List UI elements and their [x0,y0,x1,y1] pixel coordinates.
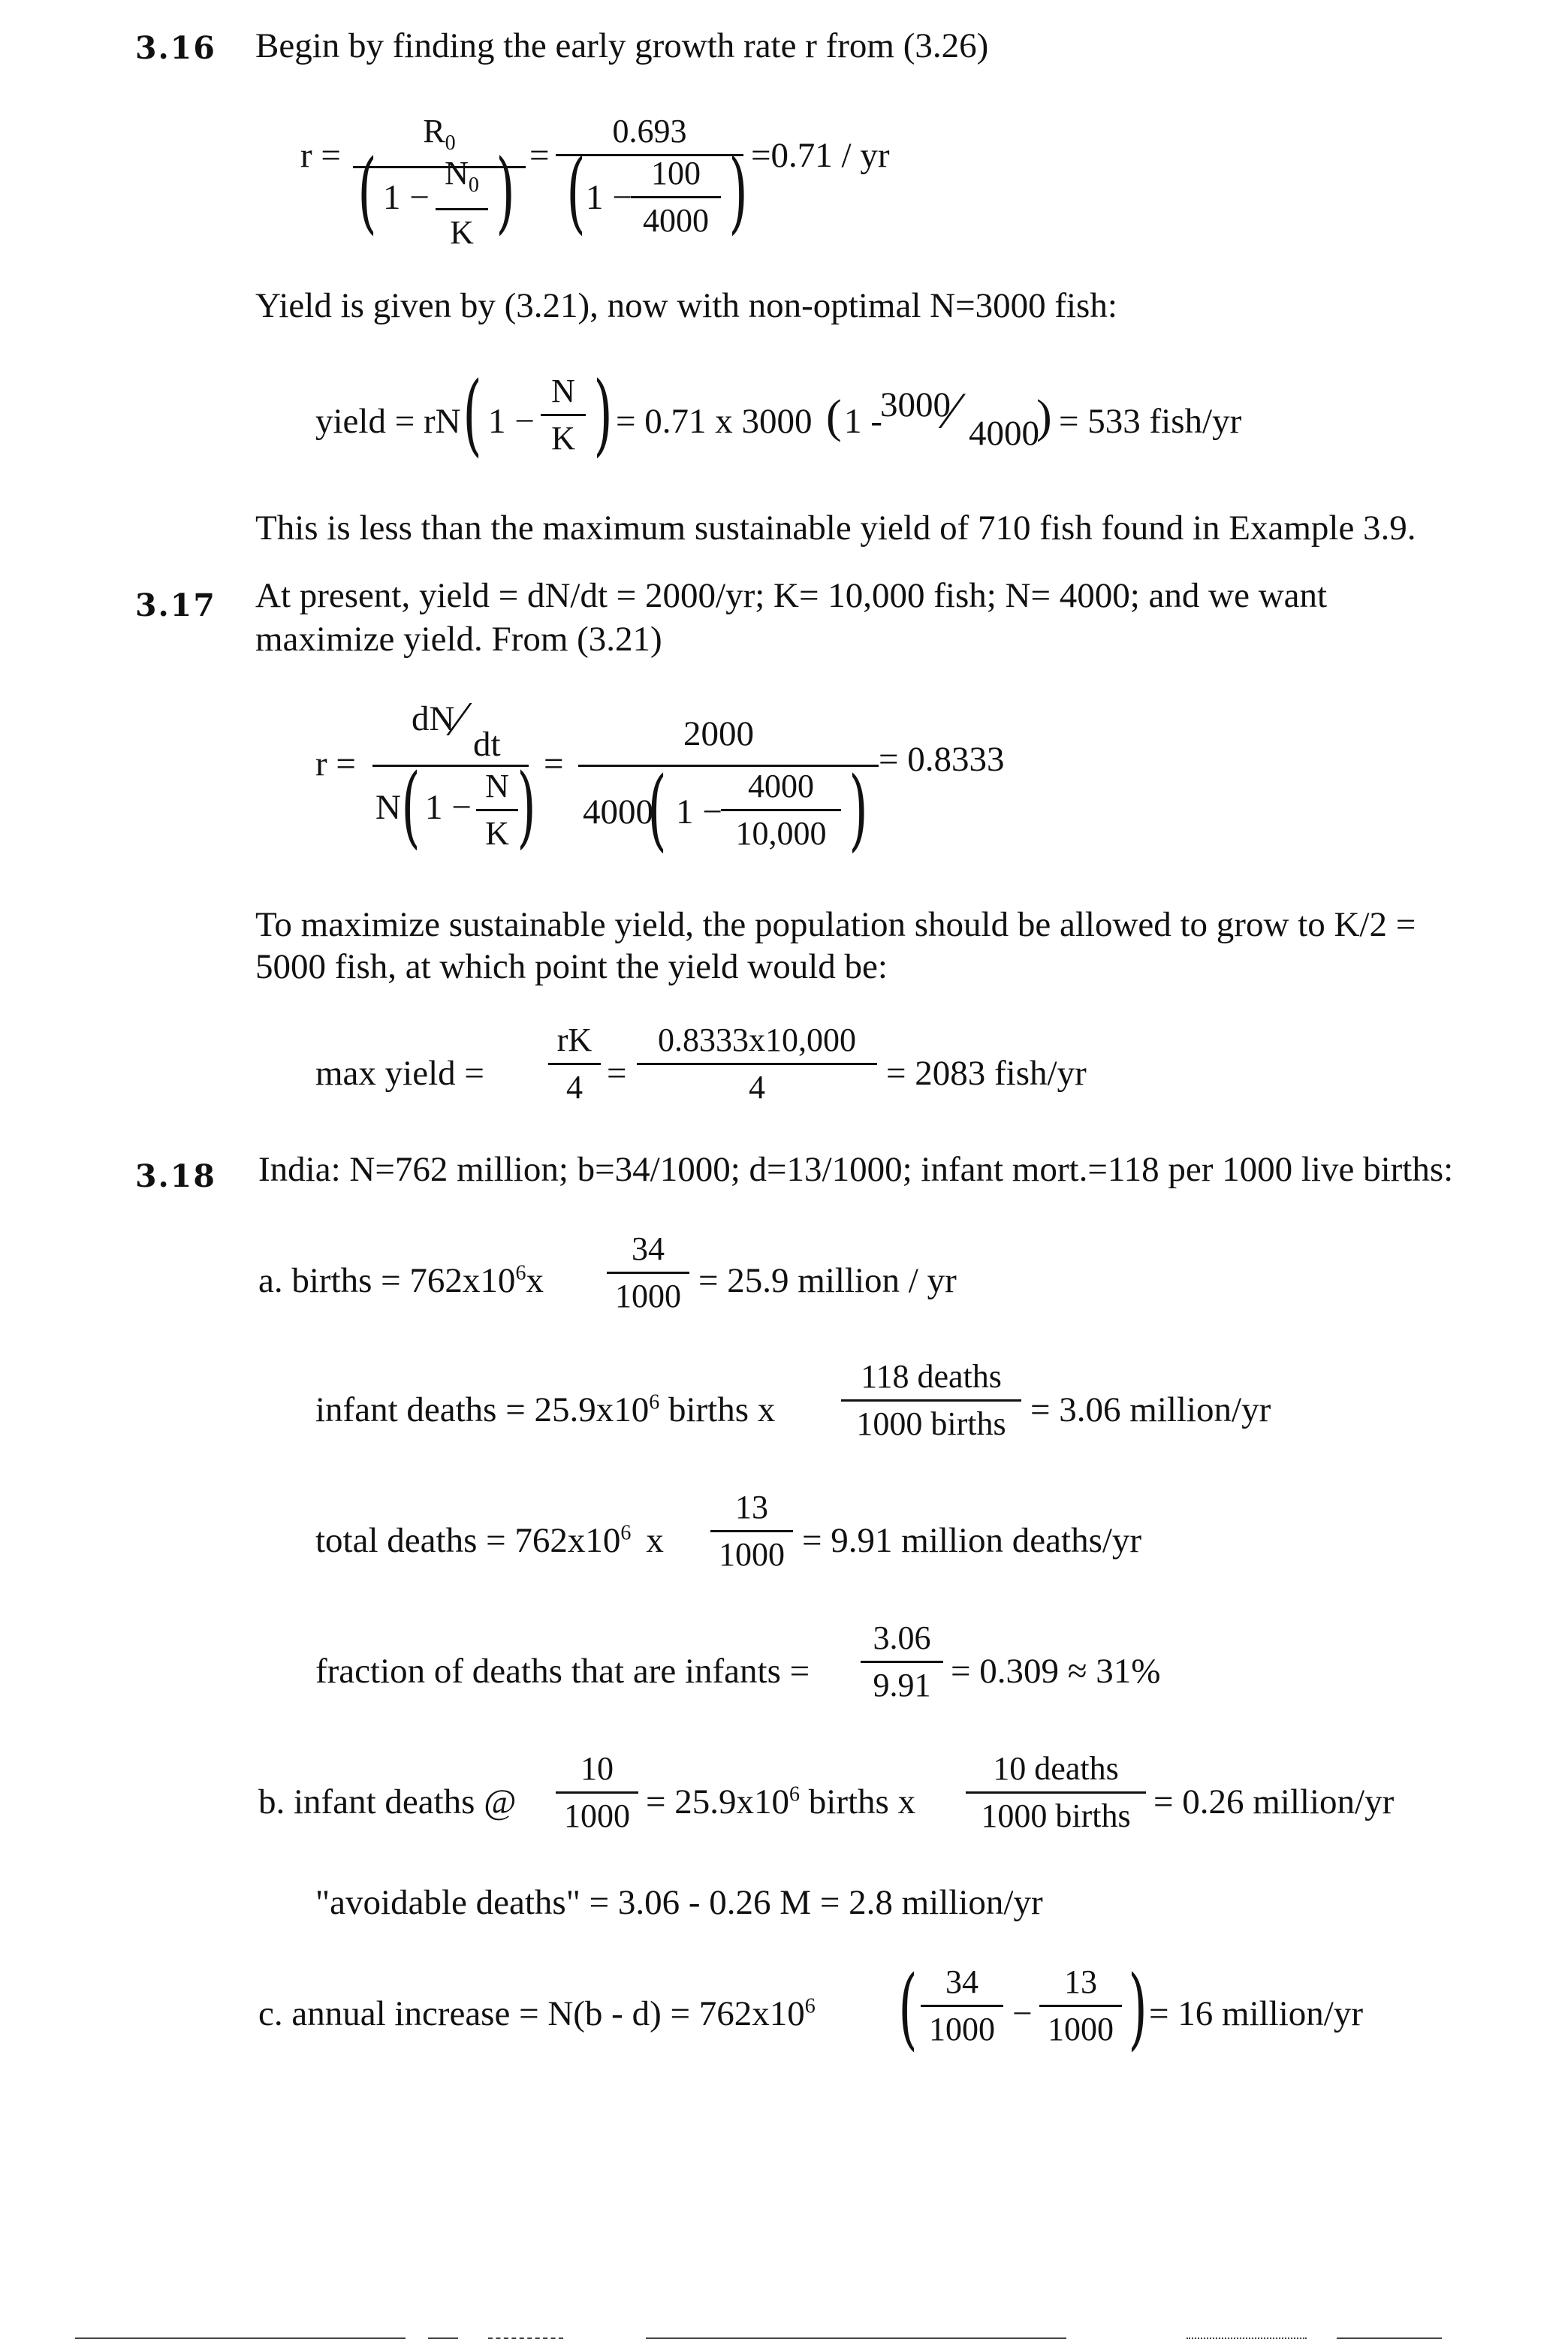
infant-prefix: infant deaths = 25.9x10 [315,1390,650,1429]
k-den: K [551,420,575,457]
fraction-n-k [541,371,586,459]
fraction-34-1000 [607,1229,689,1317]
c-exp: 6 [804,1994,816,2018]
num: 118 deaths [861,1358,1002,1395]
num: 13 [735,1489,768,1526]
maximize-text-1: To maximize sustainable yield, the population should be allowed to grow to K/2 = [255,905,1416,944]
fraction-prefix: fraction of deaths that are infants = [315,1652,810,1691]
yield-result: = 533 fish/yr [1059,402,1242,441]
den: 9.91 [873,1667,931,1704]
left-paren-2: ( [647,757,667,861]
subscript: 0 [445,131,456,155]
slash-num: 3000 [880,385,951,424]
den-4000: 4000 [643,202,709,239]
k-den: K [485,815,509,852]
infant-result: = 3.06 million/yr [1030,1390,1271,1429]
c-result: = 16 million/yr [1149,1994,1364,2033]
numerator: R [423,113,445,149]
left-paren-2: ( [566,140,586,243]
eq-result: = 0.8333 [879,740,1005,779]
left-paren: ( [463,362,482,466]
births-prefix: a. births = 762x10 [258,1261,516,1300]
left-paren-small: ( [826,391,842,442]
num-100: 100 [651,155,701,192]
right-paren-2: ) [728,140,748,243]
yield-lhs: yield = rN [315,402,461,441]
right-paren-small: ) [1036,391,1052,442]
left-paren: ( [898,1956,918,2060]
fraction-118-1000 [841,1357,1021,1444]
b-prefix: b. infant deaths @ [258,1782,517,1821]
fraction-10deaths [966,1749,1146,1836]
fraction-306-991 [861,1618,943,1706]
k-den: K [450,213,474,251]
problem-3-17-line2: maximize yield. From (3.21) [255,620,662,659]
maximize-text-2: 5000 fish, at which point the yield would be: [255,947,888,986]
slash: ⁄ [948,382,957,440]
n-num: N [551,373,575,409]
problem-3-18-intro: India: N=762 million; b=34/1000; d=13/1000; infant mort.=118 per 1000 live births: [258,1150,1454,1189]
dt: dt [473,725,501,764]
n-factor: N [375,788,401,827]
num: 10 [580,1750,614,1787]
right-paren: ) [517,754,536,858]
den: 1000 births [856,1405,1006,1442]
scan-line [1187,2337,1307,2339]
problem-number-3-18: 3.18 [135,1158,216,1194]
num: 10 deaths [993,1750,1119,1787]
left-paren: ( [357,140,377,243]
den: 1000 [719,1536,785,1573]
den: 1000 [1048,2011,1114,2048]
scan-line [646,2337,1066,2339]
yield-mid: = 0.71 x 3000 [616,402,813,441]
total-x: x [646,1521,664,1560]
scan-line [488,2337,563,2339]
b-mid2: births x [800,1782,916,1821]
births-x: x [526,1261,544,1300]
den: 1000 births [981,1797,1131,1834]
den-4000: 4000 [583,792,653,831]
scan-line [75,2337,406,2339]
n-num: N [445,155,469,192]
den: 1000 [615,1278,681,1314]
max-yield-lhs: max yield = [315,1054,484,1093]
scan-line [428,2337,458,2339]
left-paren: ( [401,754,421,858]
fraction-13-1000-c [1039,1962,1122,2050]
avoidable-deaths: "avoidable deaths" = 3.06 - 0.26 M = 2.8 million/yr [315,1883,1043,1922]
den: 1000 [564,1797,630,1834]
fraction-n-k [476,766,518,854]
c-prefix: c. annual increase = N(b - d) = 762x10 [258,1994,805,2033]
n-sub: 0 [468,173,479,197]
num: 34 [632,1230,665,1267]
right-paren-2: ) [849,757,868,861]
fraction-100-4000 [631,153,721,241]
dn: dN [412,699,455,738]
fraction-10-1000 [556,1749,638,1836]
one-minus: 1 − [488,402,535,441]
total-prefix: total deaths = 762x10 [315,1521,621,1560]
eq-result: =0.71 / yr [751,136,890,175]
right-paren: ) [593,362,613,466]
num-4000: 4000 [748,768,814,804]
num: 34 [945,1963,978,2000]
infant-exp: 6 [649,1390,660,1414]
num: 13 [1064,1963,1097,2000]
slash: ⁄ [455,692,464,747]
total-exp: 6 [620,1521,632,1545]
fraction-rk-4 [548,1020,601,1108]
equals: = [544,744,564,783]
num: 3.06 [873,1619,931,1656]
infant-mid: births x [659,1390,776,1429]
den: 4 [749,1069,765,1106]
total-result: = 9.91 million deaths/yr [802,1521,1142,1560]
births-exp: 6 [515,1261,526,1285]
one-minus-b: 1 - [844,402,882,441]
fraction-n0-k [436,153,488,253]
b-mid: = 25.9x10 [646,1782,790,1821]
yield-intro: Yield is given by (3.21), now with non-optimal N=3000 fish: [255,286,1117,325]
problem-number-3-16: 3.16 [135,30,216,66]
fraction-34-1000-c [921,1962,1003,2050]
b-result: = 0.26 million/yr [1153,1782,1395,1821]
n-num: N [485,768,509,804]
minus: − [1012,1994,1033,2033]
equals: = [529,136,550,175]
eq-lhs: r = [300,136,341,175]
problem-number-3-17: 3.17 [135,587,216,623]
one-minus: 1 − [383,178,430,217]
fraction-13-1000 [710,1487,793,1575]
fraction-08333-4 [637,1020,877,1108]
conclusion: This is less than the maximum sustainable yield of 710 fish found in Example 3.9. [255,509,1416,548]
max-yield-result: = 2083 fish/yr [886,1054,1087,1093]
right-paren: ) [1128,1956,1147,2060]
b-exp: 6 [789,1782,801,1806]
slash-den: 4000 [969,414,1039,453]
numerator-0693: 0.693 [612,113,687,149]
equals: = [607,1054,627,1093]
num: 0.8333x10,000 [658,1022,856,1058]
scan-line [1337,2337,1442,2339]
rk-num: rK [556,1022,593,1058]
problem-3-17-line1: At present, yield = dN/dt = 2000/yr; K= 10,000 fish; N= 4000; and we want [255,576,1328,615]
right-paren: ) [496,140,515,243]
eq-lhs: r = [315,744,356,783]
four-den: 4 [566,1069,583,1106]
den-10000: 10,000 [735,815,827,852]
den: 1000 [929,2011,995,2048]
num-2000: 2000 [683,714,754,753]
one-minus-2: 1 − [586,178,632,217]
births-result: = 25.9 million / yr [698,1261,957,1300]
problem-3-16-intro: Begin by finding the early growth rate r from (3.26) [255,26,989,65]
fraction-result: = 0.309 ≈ 31% [951,1652,1161,1691]
one-minus: 1 − [425,788,472,827]
one-minus-2: 1 − [676,792,722,831]
fraction-4000-10000 [721,766,841,854]
